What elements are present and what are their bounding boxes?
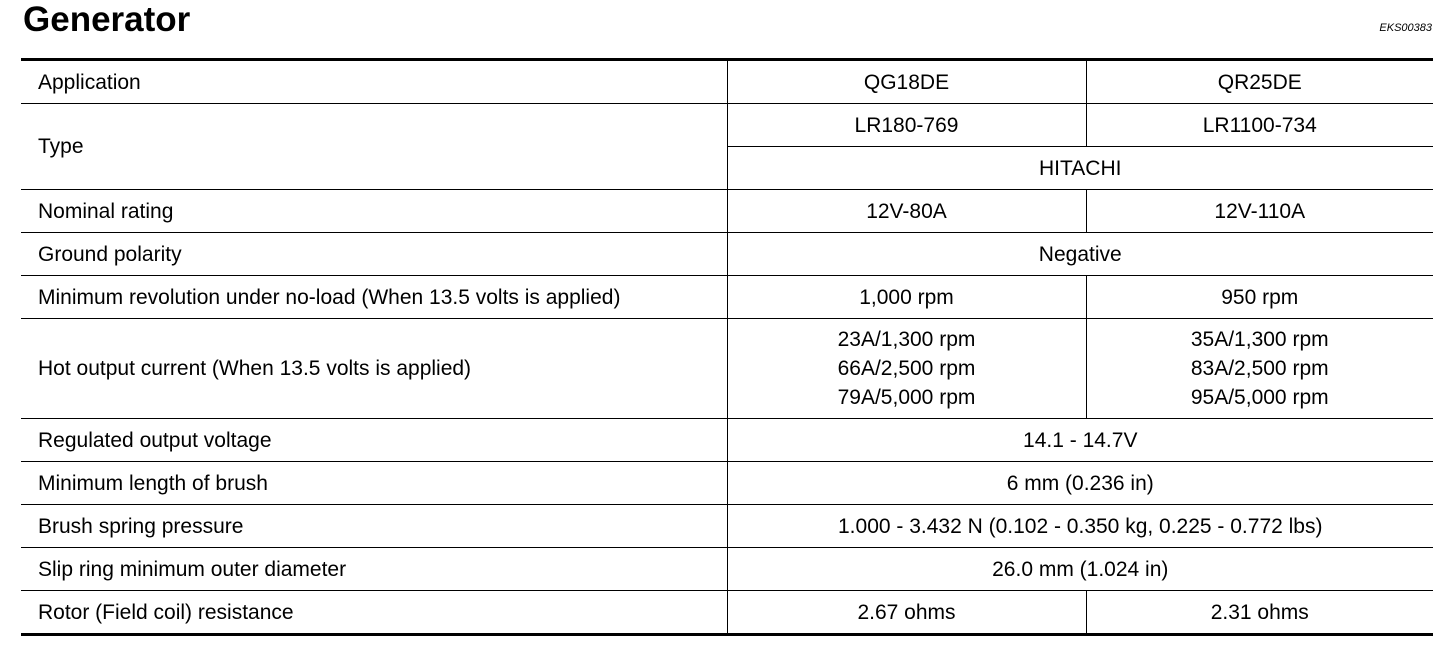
row-label: Minimum revolution under no-load (When 13.5 volts is applied) (21, 276, 727, 319)
cell-regulated-voltage: 14.1 - 14.7V (727, 419, 1433, 462)
cell-type-qr25de: LR1100-734 (1086, 104, 1433, 147)
cell-type-qg18de: LR180-769 (727, 104, 1086, 147)
row-label: Minimum length of brush (21, 462, 727, 505)
page-title: Generator (23, 0, 191, 39)
generator-spec-table (21, 58, 1433, 636)
cell-rotor-qg18de: 2.67 ohms (727, 591, 1086, 635)
cell-brush-pressure: 1.000 - 3.432 N (0.102 - 0.350 kg, 0.225 - 0.772 lbs) (727, 505, 1433, 548)
row-label: Type (21, 104, 727, 190)
table-row-regulated-voltage (21, 419, 1433, 462)
table-row-application (21, 60, 1433, 104)
cell-slip-ring: 26.0 mm (1.024 in) (727, 548, 1433, 591)
table-row-brush-pressure (21, 505, 1433, 548)
cell-ground-polarity: Negative (727, 233, 1433, 276)
table-row-type (21, 104, 1433, 147)
cell-type-maker: HITACHI (727, 147, 1433, 190)
hot-output-line: 66A/2,500 rpm (837, 357, 976, 380)
table-row-brush-length (21, 462, 1433, 505)
cell-rotor-qr25de: 2.31 ohms (1086, 591, 1433, 635)
row-label: Brush spring pressure (21, 505, 727, 548)
cell-hot-output-qr25de (1086, 319, 1433, 419)
table-row-rotor-resistance (21, 591, 1433, 635)
cell-brush-length: 6 mm (0.236 in) (727, 462, 1433, 505)
cell-nominal-qg18de: 12V-80A (727, 190, 1086, 233)
row-label: Ground polarity (21, 233, 727, 276)
hot-output-line: 83A/2,500 rpm (1190, 357, 1329, 380)
table-row-nominal-rating (21, 190, 1433, 233)
row-label: Regulated output voltage (21, 419, 727, 462)
cell-qg18de: QG18DE (727, 60, 1086, 104)
row-label: Application (21, 60, 727, 104)
table-row-slip-ring (21, 548, 1433, 591)
table-row-hot-output (21, 319, 1433, 419)
table-row-min-revolution (21, 276, 1433, 319)
hot-output-line: 23A/1,300 rpm (837, 328, 976, 351)
row-label: Hot output current (When 13.5 volts is applied) (21, 319, 727, 419)
cell-hot-output-qg18de (727, 319, 1086, 419)
cell-nominal-qr25de: 12V-110A (1086, 190, 1433, 233)
cell-min-rev-qg18de: 1,000 rpm (727, 276, 1086, 319)
cell-min-rev-qr25de: 950 rpm (1086, 276, 1433, 319)
hot-output-line: 35A/1,300 rpm (1190, 328, 1329, 351)
document-code: EKS00383 (1379, 22, 1432, 34)
row-label: Rotor (Field coil) resistance (21, 591, 727, 635)
hot-output-line: 79A/5,000 rpm (837, 386, 976, 409)
row-label: Slip ring minimum outer diameter (21, 548, 727, 591)
table-row-ground-polarity (21, 233, 1433, 276)
hot-output-line: 95A/5,000 rpm (1190, 386, 1329, 409)
cell-qr25de: QR25DE (1086, 60, 1433, 104)
row-label: Nominal rating (21, 190, 727, 233)
